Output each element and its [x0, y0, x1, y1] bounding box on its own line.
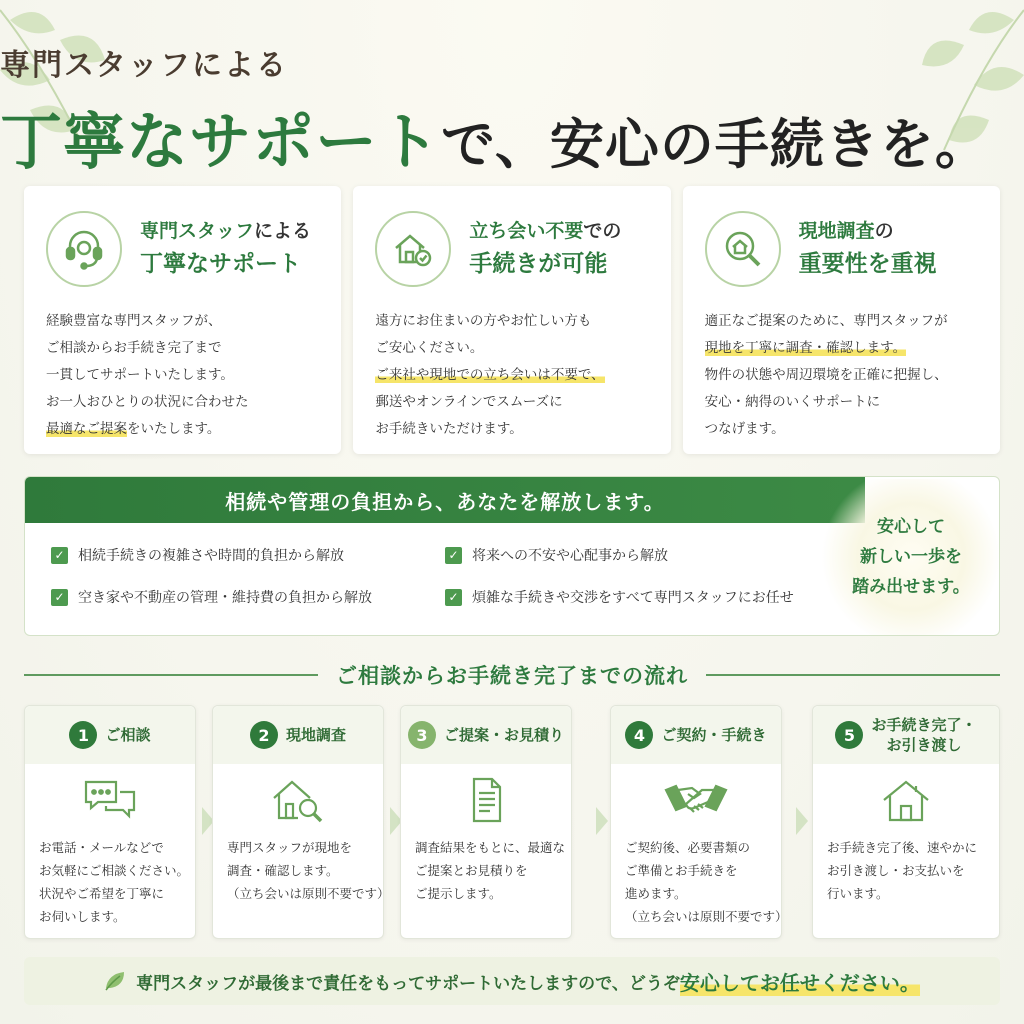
feature-title-rest: による [254, 220, 312, 242]
feature-line: 一貫してサポートいたします。 [46, 367, 234, 383]
step-line: お引き渡し・お支払いを [827, 863, 965, 878]
step-line: ご提案とお見積りを [415, 863, 528, 878]
step-line: 調査結果をもとに、最適な [415, 840, 566, 855]
feature-description [705, 308, 980, 443]
checkbox-icon: ✓ [51, 589, 68, 606]
benefit-item [445, 587, 794, 607]
footer-banner [24, 957, 1000, 1005]
step-number: 5 [835, 721, 863, 749]
feature-line: 適正なご提案のために、専門スタッフが [704, 313, 948, 329]
benefit-text: 相続手続きの複雑さや時間的負担から解放 [78, 548, 344, 564]
feature-title-main: 重要性を重視 [798, 251, 937, 277]
feature-line: 遠方にお住まいの方やお忙しい方も [375, 313, 592, 329]
footer-text: 専門スタッフが最後まで責任をもってサポートいたしますので、どうぞ [136, 973, 680, 994]
benefit-item [51, 587, 372, 607]
feature-card-support [24, 186, 341, 454]
step-line: 進めます。 [625, 886, 687, 901]
step-title: 現地調査 [285, 726, 346, 744]
liberation-panel [24, 476, 1000, 636]
feature-line: お手続きいただけます。 [375, 421, 523, 437]
hero-subtitle: 専門スタッフによる [0, 48, 288, 83]
hero-title-rest: で、安心の手続きを。 [441, 113, 990, 176]
step-line: お手続き完了後、速やかに [827, 840, 978, 855]
feature-line: 物件の状態や周辺環境を正確に把握し、 [704, 367, 948, 383]
step-title: ご契約・手続き [661, 726, 767, 744]
feature-title-rest: の [874, 220, 894, 242]
step-line: 専門スタッフが現地を [227, 840, 353, 855]
relief-line: 新しい一歩を [860, 547, 962, 567]
flow-section-title [24, 660, 1000, 690]
checkbox-icon: ✓ [51, 547, 68, 564]
step-card-4 [610, 705, 788, 939]
chat-bubbles-icon [25, 764, 195, 836]
feature-line: ご安心ください。 [375, 340, 484, 356]
step-number: 2 [250, 721, 278, 749]
hero-title [0, 92, 1024, 181]
step-number: 4 [625, 721, 653, 749]
liberation-title: 相続や管理の負担から、あなたを解放します。 [25, 477, 865, 523]
step-line: 調査・確認します。 [227, 863, 339, 878]
step-title: ご相談 [105, 726, 151, 744]
step-title [871, 715, 976, 755]
house-magnifier-icon [213, 764, 383, 836]
feature-title-main: 丁寧なサポート [140, 251, 301, 277]
benefit-text: 煩雑な手続きや交渉をすべて専門スタッフにお任せ [472, 590, 794, 606]
house-icon [813, 764, 999, 836]
step-line: 行います。 [827, 886, 889, 901]
feature-line: お一人おひとりの状況に合わせた [46, 394, 249, 410]
feature-line: つなげます。 [704, 421, 785, 437]
step-arrow-icon [596, 807, 608, 835]
feature-line: 郵送やオンラインでスムーズに [375, 394, 563, 410]
step-number: 1 [69, 721, 97, 749]
flow-title: ご相談からお手続き完了までの流れ [336, 664, 688, 688]
document-icon [401, 764, 571, 836]
footer-emphasis: 安心してお任せください。 [680, 967, 920, 996]
feature-description [46, 308, 321, 443]
checkbox-icon: ✓ [445, 547, 462, 564]
step-title-line: お引き渡し [886, 736, 962, 754]
relief-line: 安心して [877, 517, 945, 537]
benefit-item [51, 545, 344, 565]
handshake-icon [611, 764, 781, 836]
feature-description [375, 308, 650, 443]
step-title: ご提案・お見積り [443, 726, 564, 744]
step-card-3 [400, 705, 572, 939]
step-line: お電話・メールなどで [39, 840, 164, 855]
divider-line [706, 674, 1000, 676]
benefit-text: 空き家や不動産の管理・維持費の負担から解放 [78, 590, 372, 606]
feature-line: ご相談からお手続き完了まで [46, 340, 222, 356]
step-card-5 [812, 705, 1000, 939]
relief-line: 踏み出せます。 [852, 577, 970, 597]
feature-title-main: 手続きが可能 [469, 251, 608, 277]
benefit-text: 将来への不安や心配事から解放 [472, 548, 668, 564]
feature-highlight-text: 最適なご提案 [46, 421, 127, 437]
step-line: お気軽にご相談ください。 [39, 863, 190, 878]
step-title-line: お手続き完了・ [871, 716, 977, 734]
checkbox-icon: ✓ [445, 589, 462, 606]
step-line: （立ち会いは原則不要です） [625, 909, 788, 924]
step-arrow-icon [796, 807, 808, 835]
step-line: ご準備とお手続きを [625, 863, 738, 878]
feature-line: をいたします。 [127, 421, 221, 437]
feature-card-site-survey [683, 186, 1000, 454]
step-line: 状況やご希望を丁寧に [39, 886, 165, 901]
relief-message [821, 479, 1001, 635]
leaf-icon [104, 970, 128, 992]
step-line: ご提示します。 [415, 886, 502, 901]
flow-steps [24, 705, 1000, 939]
feature-cards [24, 186, 1000, 454]
benefit-item [445, 545, 668, 565]
feature-highlight-text: 現地を丁寧に調査・確認します。 [704, 340, 907, 356]
step-line: （立ち会いは原則不要です） [227, 886, 390, 901]
feature-title-rest: での [583, 220, 622, 242]
feature-card-no-attendance [353, 186, 670, 454]
feature-line: 安心・納得のいくサポートに [704, 394, 881, 410]
divider-line [24, 674, 318, 676]
hero-title-emphasis: 丁寧なサポート [0, 105, 442, 178]
feature-title-highlight: 立ち会い不要 [469, 220, 584, 242]
feature-highlight-text: ご来社や現地での立ち会いは不要で、 [375, 367, 605, 383]
house-check-icon [375, 211, 451, 287]
step-number: 3 [408, 721, 436, 749]
step-card-1 [24, 705, 196, 939]
feature-line: 経験豊富な専門スタッフが、 [46, 313, 222, 329]
step-line: お伺いします。 [39, 909, 126, 924]
step-card-2 [212, 705, 390, 939]
step-line: ご契約後、必要書類の [625, 840, 751, 855]
house-magnifier-icon [705, 211, 781, 287]
feature-title-highlight: 専門スタッフ [140, 220, 255, 242]
headset-icon [46, 211, 122, 287]
feature-title-highlight: 現地調査 [798, 220, 875, 242]
